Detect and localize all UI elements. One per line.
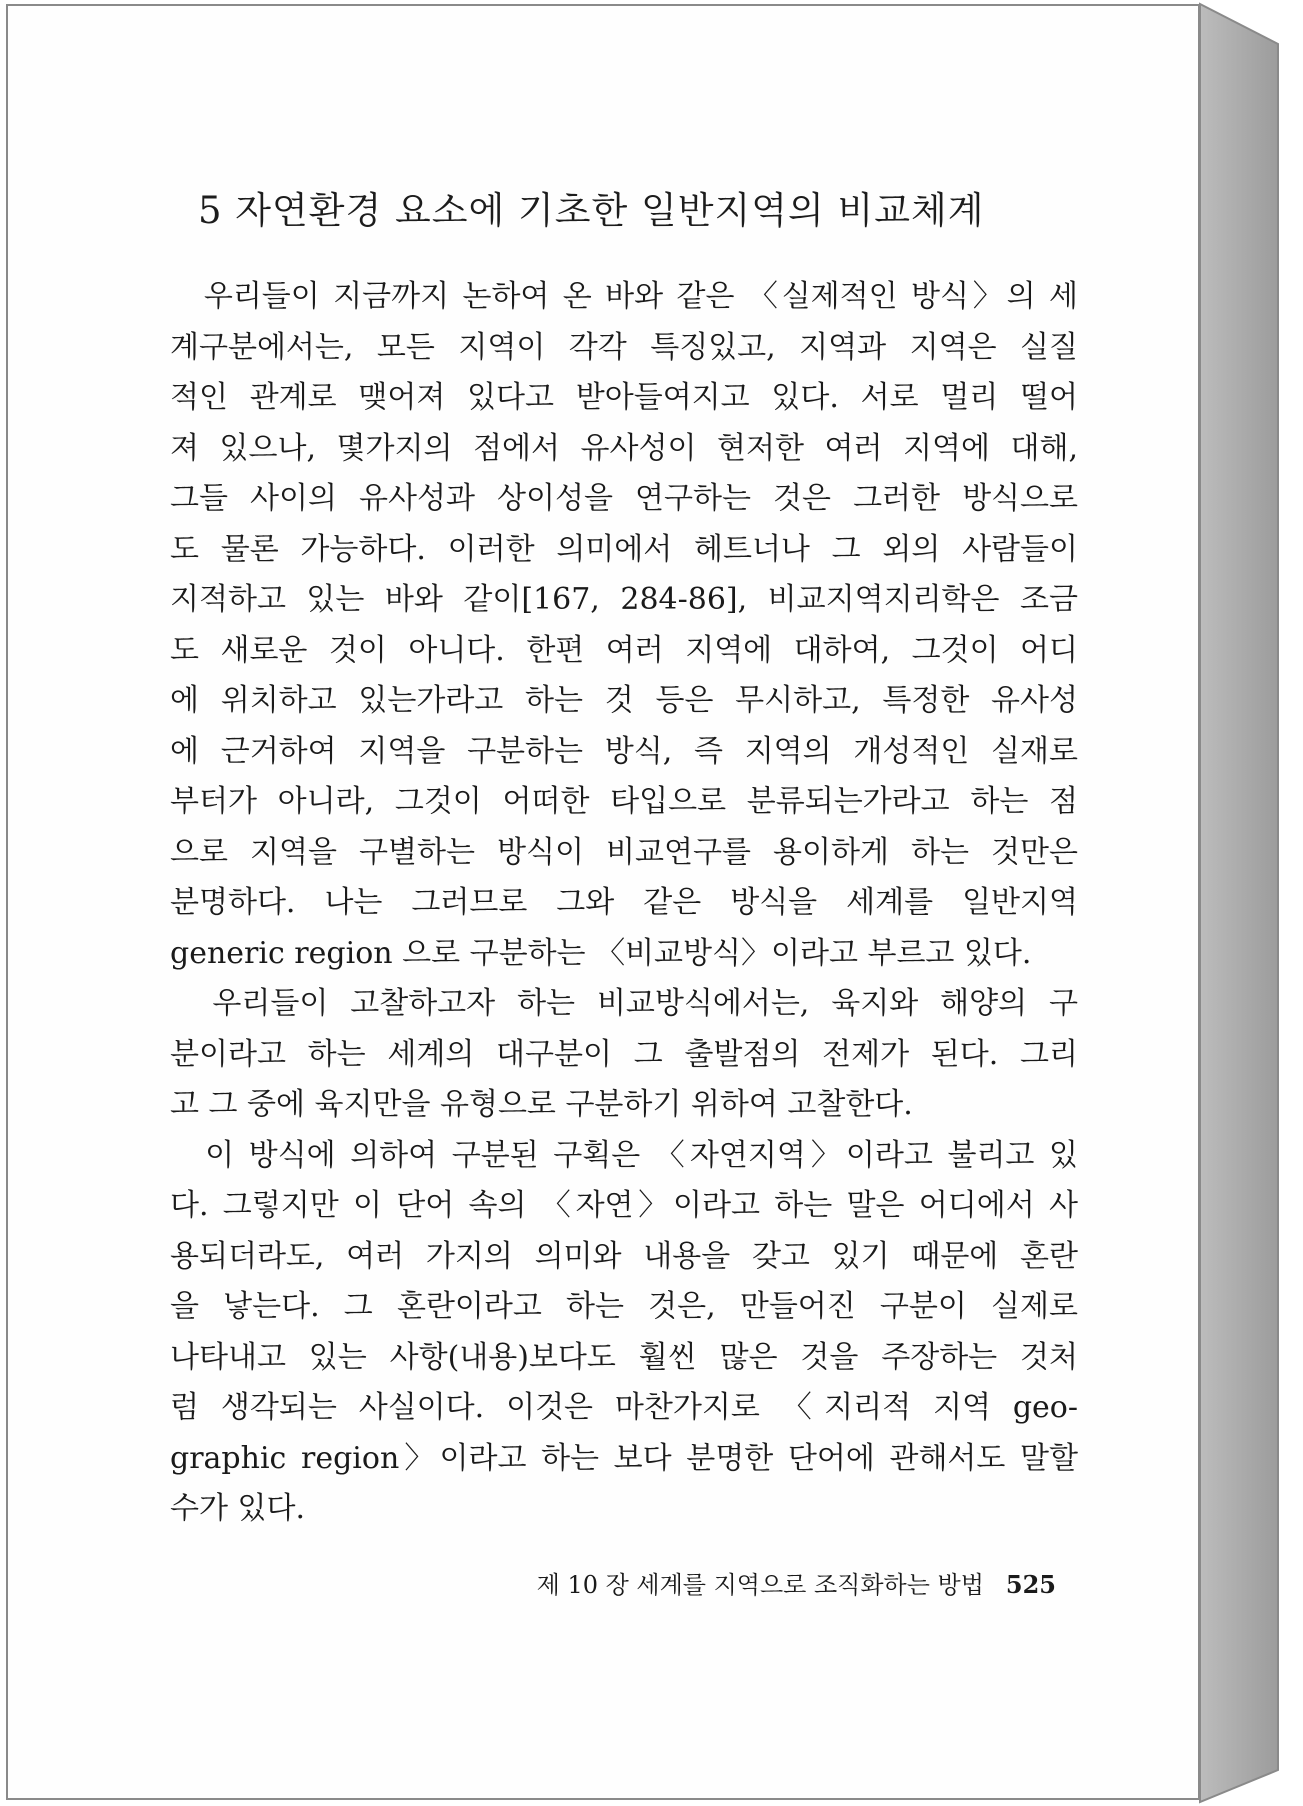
text-line: 계구분에서는, 모든 지역이 각각 특징있고, 지역과 지역은 실질	[170, 329, 1078, 365]
text-line: 우리들이 고찰하고자 하는 비교방식에서는, 육지와 해양의 구	[170, 986, 1078, 1021]
text-line: graphic region〉이라고 하는 보다 분명한 단어에 관해서도 말할	[170, 1440, 1078, 1476]
text-line: 부터가 아니라, 그것이 어떠한 타입으로 분류되는가라고 하는 점	[170, 784, 1078, 819]
text-line: 수가 있다.	[170, 1491, 305, 1526]
text-line: 적인 관계로 맺어져 있다고 받아들여지고 있다. 서로 멀리 떨어	[170, 380, 1078, 415]
text-line: 을 낳는다. 그 혼란이라고 하는 것은, 만들어진 구분이 실제로	[170, 1289, 1078, 1324]
text-line: 다. 그렇지만 이 단어 속의 〈자연〉이라고 하는 말은 어디에서 사	[170, 1188, 1078, 1223]
running-head: 제 10 장 세계를 지역으로 조직화하는 방법	[536, 1571, 984, 1599]
body-text	[170, 272, 1078, 1535]
text-line: 도 물론 가능하다. 이러한 의미에서 헤트너나 그 외의 사람들이	[170, 531, 1078, 567]
text-line: 에 근거하여 지역을 구분하는 방식, 즉 지역의 개성적인 실재로	[170, 733, 1078, 769]
section-heading: 5 자연환경 요소에 기초한 일반지역의 비교체계	[198, 189, 985, 232]
page-footer	[486, 1565, 1056, 1600]
text-line: 에 위치하고 있는가라고 하는 것 등은 무시하고, 특정한 유사성	[170, 683, 1078, 718]
text-line: generic region 으로 구분하는 〈비교방식〉이라고 부르고 있다.	[170, 935, 1032, 971]
text-line: 도 새로운 것이 아니다. 한편 여러 지역에 대하여, 그것이 어디	[170, 632, 1078, 668]
text-line: 분이라고 하는 세계의 대구분이 그 출발점의 전제가 된다. 그리	[170, 1036, 1078, 1072]
text-line: 용되더라도, 여러 가지의 의미와 내용을 갖고 있기 때문에 혼란	[170, 1238, 1078, 1274]
text-line: 지적하고 있는 바와 같이[167, 284-86], 비교지역지리학은 조금	[170, 582, 1078, 617]
text-line: 져 있으나, 몇가지의 점에서 유사성이 현저한 여러 지역에 대해,	[170, 430, 1078, 466]
text-line: 나타내고 있는 사항(내용)보다도 훨씬 많은 것을 주장하는 것처	[170, 1339, 1078, 1375]
text-line: 이 방식에 의하여 구분된 구획은 〈자연지역〉이라고 불리고 있	[170, 1137, 1078, 1173]
text-line: 고 그 중에 육지만을 유형으로 구분하기 위하여 고찰한다.	[170, 1087, 913, 1122]
text-line: 우리들이 지금까지 논하여 온 바와 같은 〈실제적인 방식〉의 세	[170, 279, 1078, 314]
text-line: 럼 생각되는 사실이다. 이것은 마찬가지로 〈지리적 지역 geo-	[170, 1390, 1078, 1425]
text-line: 으로 지역을 구별하는 방식이 비교연구를 용이하게 하는 것만은	[170, 834, 1078, 870]
text-line: 분명하다. 나는 그러므로 그와 같은 방식을 세계를 일반지역	[170, 885, 1078, 920]
page-number: 525	[1005, 1570, 1056, 1599]
text-line: 그들 사이의 유사성과 상이성을 연구하는 것은 그러한 방식으로	[170, 481, 1078, 516]
